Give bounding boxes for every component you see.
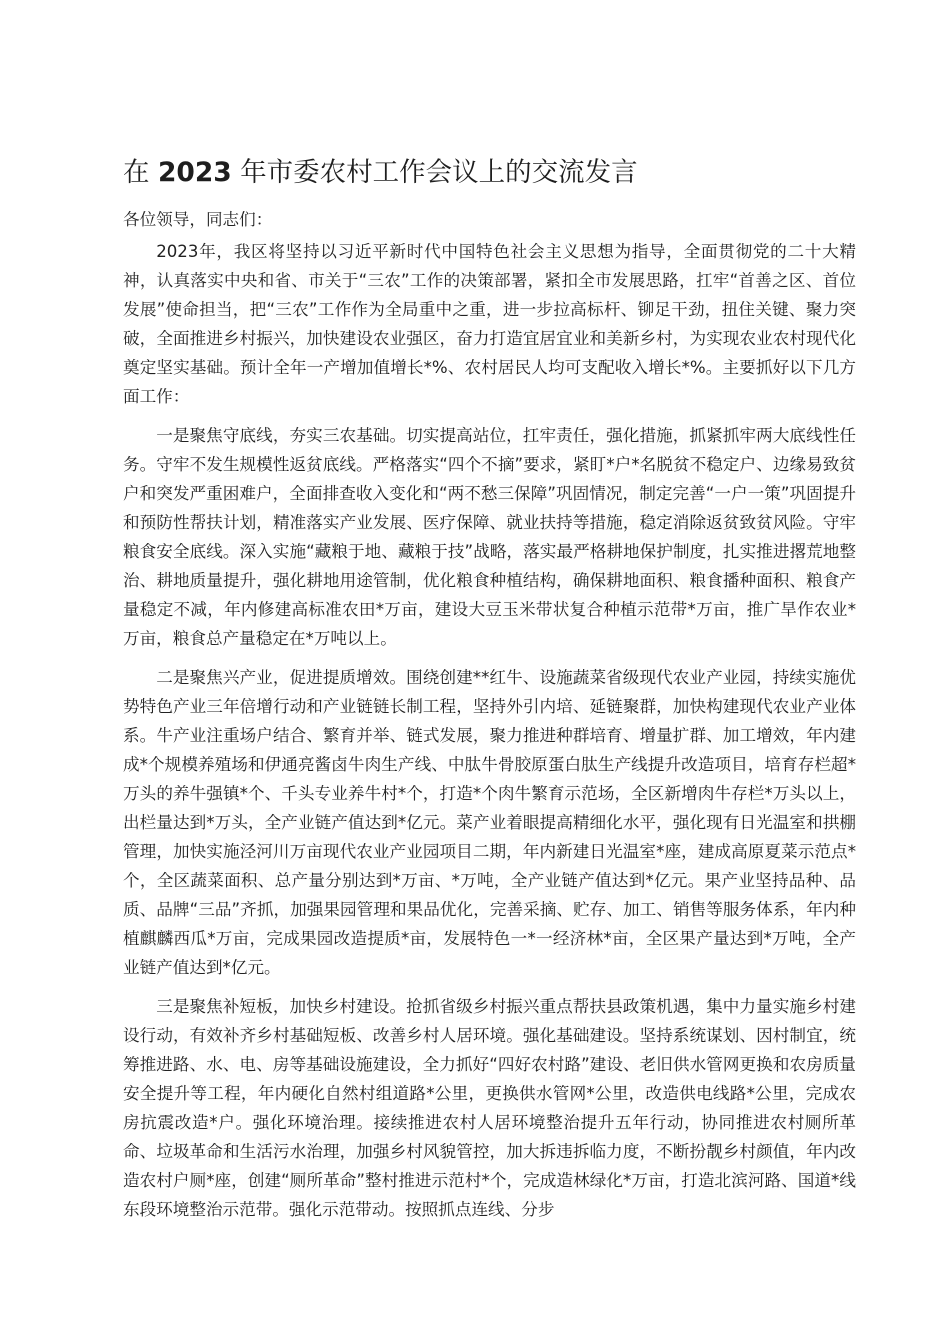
document-title [123, 150, 856, 196]
title-suffix: 年市委农村工作会议上的交流发言 [240, 157, 638, 188]
paragraph-industry: 二是聚焦兴产业，促进提质增效。围绕创建**红牛、设施蔬菜省级现代农业产业园，持续实施优势特色产业三年倍增行动和产业链链长制工程，坚持外引内培、延链聚群，加快构建现代农业产业体系。牛产业注重场户结合、繁育并举、链式发展，聚力推进种群培育、增量扩群、加工增效，年内建成*个规模养殖场和伊通亮酱卤牛肉生产线、中肽牛骨胶原蛋白肽生产线提升改造项目，培育存栏超*万头的养牛强镇*个、千头专业养牛村*个，打造*个肉牛繁育示范场，全区新增肉牛存栏*万头以上，出栏量达到*万头，全产业链产值达到*亿元。菜产业着眼提高精细化水平，强化现有日光温室和拱棚管理，加快实施泾河川万亩现代农业产业园项目二期，年内新建日光温室*座，建成高原夏菜示范点*个，全区蔬菜面积、总产量分别达到*万亩、*万吨，全产业链产值达到*亿元。果产业坚持品种、品质、品牌“三品”齐抓，加强果园管理和果品优化，完善采摘、贮存、加工、销售等服务体系，年内种植麒麟西瓜*万亩，完成果园改造提质*亩，发展特色一*一经济林*亩，全区果产量达到*万吨，全产业链产值达到*亿元。 [123, 668, 856, 977]
title-prefix: 在 [123, 157, 150, 188]
document-page [123, 150, 856, 1224]
title-year: 2023 [157, 157, 232, 188]
paragraph-bottom-line: 一是聚焦守底线，夯实三农基础。切实提高站位，扛牢责任，强化措施，抓紧抓牢两大底线性任务。守牢不发生规模性返贫底线。严格落实“四个不摘”要求，紧盯*户*名脱贫不稳定户、边缘易致贫户和突发严重困难户，全面排查收入变化和“两不愁三保障”巩固情况，制定完善“一户一策”巩固提升和预防性帮扶计划，精准落实产业发展、医疗保障、就业扶持等措施，稳定消除返贫致贫风险。守牢粮食安全底线。深入实施“藏粮于地、藏粮于技”战略，落实最严格耕地保护制度，扎实推进撂荒地整治、耕地质量提升，强化耕地用途管制，优化粮食种植结构，确保耕地面积、粮食播种面积、粮食产量稳定不减，年内修建高标准农田*万亩，建设大豆玉米带状复合种植示范带*万亩，推广旱作农业*万亩，粮食总产量稳定在*万吨以上。 [123, 426, 856, 648]
paragraph-rural-construction: 三是聚焦补短板，加快乡村建设。抢抓省级乡村振兴重点帮扶县政策机遇，集中力量实施乡村建设行动，有效补齐乡村基础短板、改善乡村人居环境。强化基础建设。坚持系统谋划、因村制宜，统筹推进路、水、电、房等基础设施建设，全力抓好“四好农村路”建设、老旧供水管网更换和农房质量安全提升等工程，年内硬化自然村组道路*公里，更换供水管网*公里，改造供电线路*公里，完成农房抗震改造*户。强化环境治理。接续推进农村人居环境整治提升五年行动，协同推进农村厕所革命、垃圾革命和生活污水治理，加强乡村风貌管控，加大拆违拆临力度，不断扮靓乡村颜值，年内改造农村户厕*座，创建“厕所革命”整村推进示范村*个，完成造林绿化*万亩，打造北滨河路、国道*线东段环境整治示范带。强化示范带动。按照抓点连线、分步 [123, 997, 856, 1219]
paragraph-intro: 2023年，我区将坚持以习近平新时代中国特色社会主义思想为指导，全面贯彻党的二十大精神，认真落实中央和省、市关于“三农”工作的决策部署，紧扣全市发展思路，扛牢“首善之区、首位发展”使命担当，把“三农”工作作为全局重中之重，进一步拉高标杆、铆足干劲，扭住关键、聚力突破，全面推进乡村振兴，加快建设农业强区，奋力打造宜居宜业和美新乡村，为实现农业农村现代化奠定坚实基础。预计全年一产增加值增长*%、农村居民人均可支配收入增长*%。主要抓好以下几方面工作： [123, 242, 856, 406]
greeting: 各位领导，同志们： [123, 210, 273, 229]
